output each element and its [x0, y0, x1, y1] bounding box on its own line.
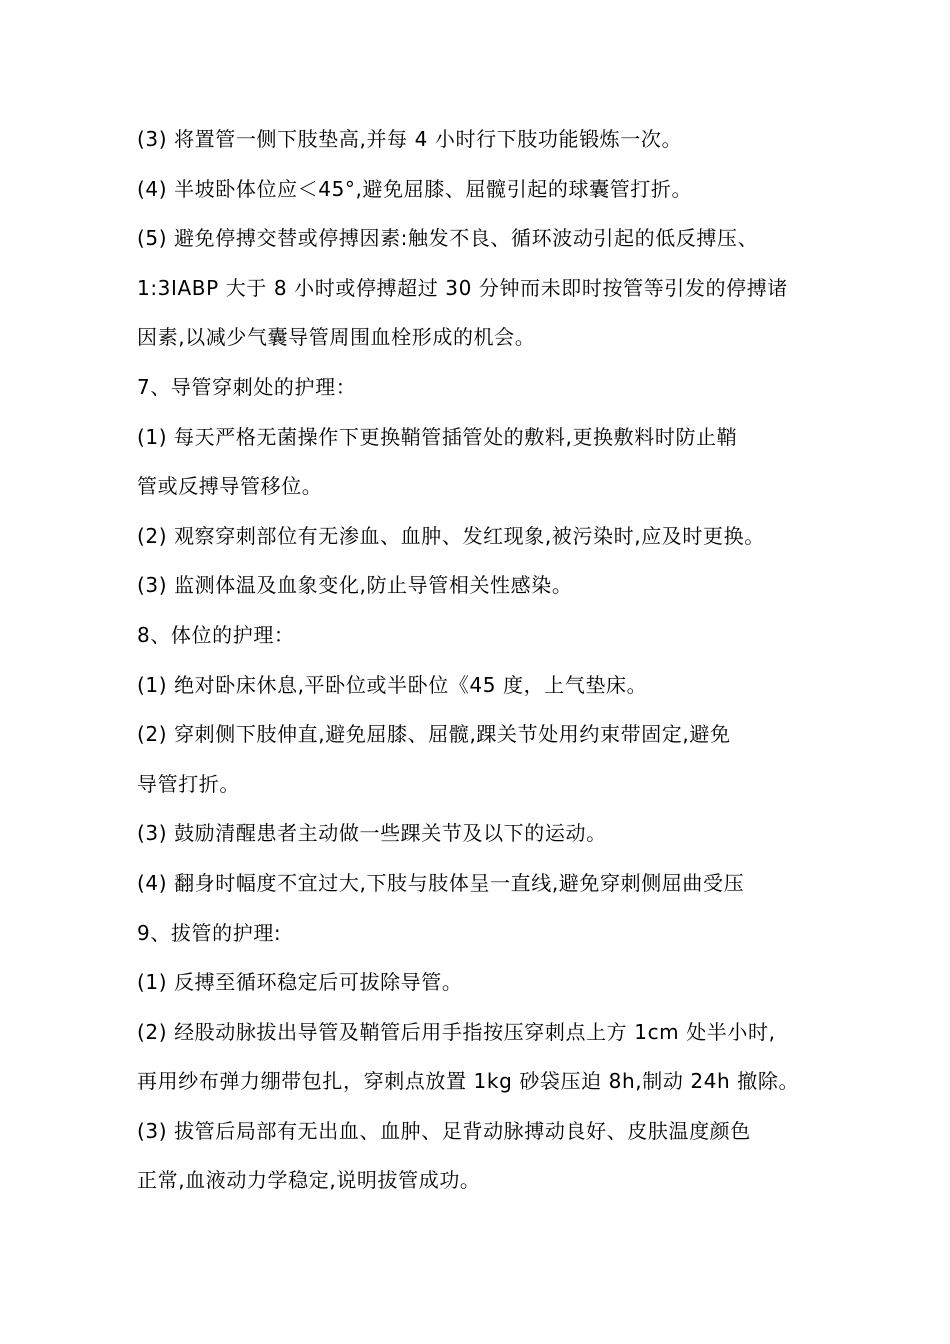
text-line: (4) 翻身时幅度不宜过大,下肢与肢体呈一直线,避免穿刺侧屈曲受压: [137, 870, 745, 895]
text-line: 正常,血液动力学稳定,说明拔管成功。: [137, 1168, 481, 1193]
text-line: (3) 将置管一侧下肢垫高,并每 4 小时行下肢功能锻炼一次。: [137, 127, 683, 151]
text-line: (1) 反搏至循环稳定后可拔除导管。: [137, 970, 463, 995]
section-heading: 8、体位的护理：: [137, 622, 295, 647]
text-line: (5) 避免停搏交替或停搏因素:触发不良、循环波动引起的低反搏压、: [137, 226, 759, 251]
section-heading: 7、导管穿刺处的护理：: [137, 374, 357, 399]
text-line: (2) 观察穿刺部位有无渗血、血肿、发红现象,被污染时,应及时更换。: [137, 523, 765, 548]
text-line: (3) 拔管后局部有无出血、血肿、足背动脉搏动良好、皮肤温度颜色: [137, 1118, 751, 1143]
text-line: 管或反搏导管移位。: [137, 474, 323, 499]
text-line: 导管打折。: [137, 771, 240, 796]
text-line: 因素,以减少气囊导管周围血栓形成的机会。: [137, 325, 536, 350]
text-line: (2) 经股动脉拔出导管及鞘管后用手指按压穿刺点上方 1cm 处半小时,: [137, 1019, 776, 1044]
text-line: (2) 穿刺侧下肢伸直,避免屈膝、屈髋,踝关节处用约束带固定,避免: [137, 722, 731, 747]
section-heading: 9、拔管的护理:: [137, 920, 282, 945]
document-body: [137, 120, 827, 1211]
text-line: (1) 绝对卧床休息,平卧位或半卧位《45 度，上气垫床。: [137, 672, 648, 697]
text-line: (4) 半坡卧体位应＜45°,避免屈膝、屈髋引起的球囊管打折。: [137, 176, 693, 201]
text-line: 1:3IABP 大于 8 小时或停搏超过 30 分钟而未即时按管等引发的停搏诸: [137, 275, 788, 300]
text-line: 再用纱布弹力绷带包扎，穿刺点放置 1kg 砂袋压迫 8h,制动 24h 撤除。: [137, 1069, 800, 1094]
text-line: (3) 鼓励清醒患者主动做一些踝关节及以下的运动。: [137, 821, 607, 846]
text-line: (3) 监测体温及血象变化,防止导管相关性感染。: [137, 573, 573, 598]
text-line: (1) 每天严格无菌操作下更换鞘管插管处的敷料,更换敷料时防止鞘: [137, 424, 738, 449]
